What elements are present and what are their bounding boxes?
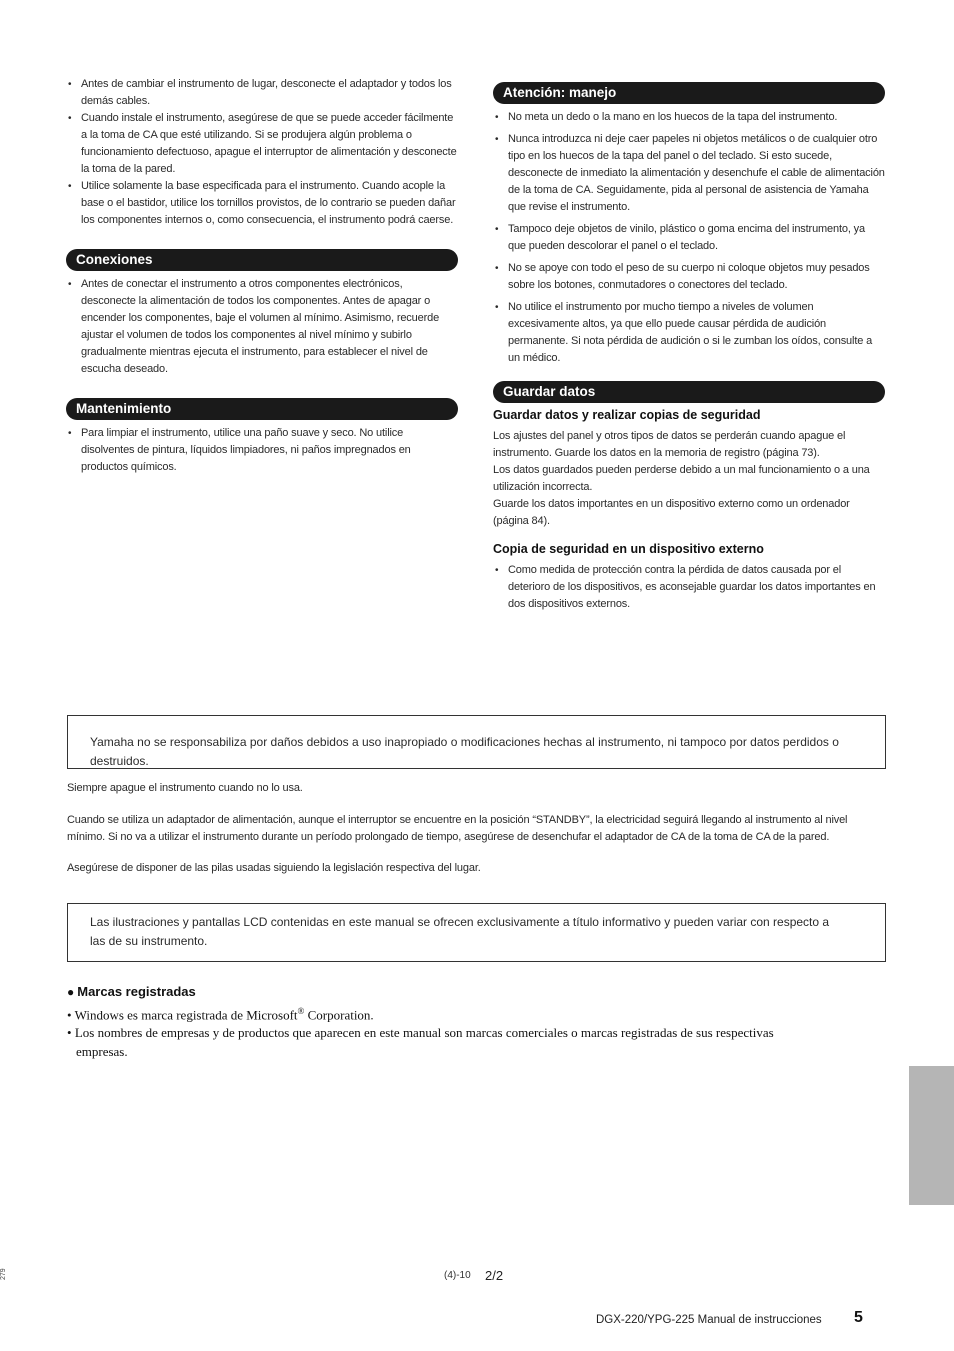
guardar-paragraph: Los ajustes del panel y otros tipos de datos se perderán cuando apague el instrumento. Guarde los datos en la memoria de registro (página 73).	[493, 430, 846, 459]
page-code: (4)-10	[444, 1270, 471, 1281]
disclaimer-text: Yamaha no se responsabiliza por daños debidos a uso inapropiado o modificaciones hechas al instrumento, ni tampoco por datos perdidos o destruidos.	[90, 735, 839, 768]
illustrations-box	[67, 903, 886, 962]
side-number: 279	[0, 1268, 7, 1280]
list-item: • Cuando instale el instrumento, asegúrese de que se puede acceder fácilmente a la toma de CA que esté utilizando. Si se produjera algún problema o funcionamiento defectuoso, apague el interruptor de alimentación y desconecte la toma de la pared.	[66, 110, 458, 178]
mantenimiento-heading: Mantenimiento	[66, 398, 458, 420]
intro-bullet-list	[66, 76, 458, 229]
trademark-item: • Los nombres de empresas y de productos que aparecen en este manual son marcas comerciales o marcas registradas de sus respectivas empresas.	[67, 1025, 774, 1059]
atencion-heading: Atención: manejo	[493, 82, 885, 104]
copia-bullet-list	[493, 562, 885, 613]
copia-subheading: Copia de seguridad en un dispositivo externo	[493, 542, 764, 556]
note-standby: Cuando se utiliza un adaptador de alimentación, aunque el interruptor se encuentre en la posición “STANDBY”, la electricidad seguirá llegando al instrumento al nivel mínimo. Si no va a utilizar el instrumento durante un período prolongado de tiempo, asegúrese de desenchufar el adaptador de CA de la toma de CA de la pared.	[67, 814, 848, 843]
note-power-off: Siempre apague el instrumento cuando no lo usa.	[67, 782, 303, 794]
list-item: • No utilice el instrumento por mucho tiempo a niveles de volumen excesivamente altos, ya que ello puede causar pérdida de audición permanente. Si nota pérdida de audición o si le zumban los oídos, consulte a un médico.	[493, 299, 885, 367]
guardar-datos-heading: Guardar datos	[493, 381, 885, 403]
conexiones-bullet-list	[66, 276, 458, 378]
manual-title: DGX-220/YPG-225 Manual de instrucciones	[596, 1314, 822, 1326]
list-item: • Nunca introduzca ni deje caer papeles ni objetos metálicos o de cualquier otro tipo en los huecos de la tapa del panel o del teclado. Si esto sucede, desconecte de inmediato la alimentación y desenchufe el cable de alimentación de la toma de CA. Seguidamente, pida al personal de asistencia de Yamaha que revise el instrumento.	[493, 131, 885, 216]
list-item: • Antes de cambiar el instrumento de lugar, desconecte el adaptador y todos los demás cables.	[66, 76, 458, 110]
filled-circle-icon: ●	[67, 985, 75, 999]
list-item: • No se apoye con todo el peso de su cuerpo ni coloque objetos muy pesados sobre los botones, conmutadores o conectores del teclado.	[493, 260, 885, 294]
conexiones-heading: Conexiones	[66, 249, 458, 271]
registered-mark: ®	[297, 1005, 305, 1016]
language-tab	[909, 1066, 954, 1205]
trademark-text: Los nombres de empresas y de productos que aparecen en este manual son marcas comerciales o marcas registradas de sus respectivas empresas.	[74, 1025, 774, 1059]
guardar-subheading: Guardar datos y realizar copias de seguridad	[493, 408, 761, 422]
list-item: • Utilice solamente la base especificada para el instrumento. Cuando acople la base o el bastidor, utilice los tornillos provistos, de lo contrario se pueden dañar los componentes internos o, como consecuencia, el instrumento podrá caerse.	[66, 178, 458, 229]
trademark-item: • Windows es marca registrada de Microsoft® Corporation.	[67, 1005, 374, 1022]
right-column	[493, 82, 885, 613]
guardar-paragraph: Los datos guardados pueden perderse debido a un mal funcionamiento o a una utilización incorrecta.	[493, 464, 870, 493]
page-fraction: 2/2	[485, 1268, 504, 1283]
illustrations-text: Las ilustraciones y pantallas LCD contenidas en este manual se ofrecen exclusivamente a título informativo y pueden variar con respecto a las de su instrumento.	[90, 915, 830, 948]
trademarks-title: Marcas registradas	[77, 984, 196, 999]
trademarks-section	[67, 983, 807, 1061]
trademark-text: Windows es marca registrada de Microsoft	[74, 1006, 298, 1022]
trademark-text: Corporation.	[304, 1006, 374, 1022]
list-item: • No meta un dedo o la mano en los huecos de la tapa del instrumento.	[493, 109, 885, 126]
mantenimiento-bullet-list	[66, 425, 458, 476]
page-number: 5	[854, 1309, 863, 1326]
guardar-paragraph: Guarde los datos importantes en un dispositivo externo como un ordenador (página 84).	[493, 498, 850, 527]
list-item: • Antes de conectar el instrumento a otros componentes electrónicos, desconecte la alimentación de todos los componentes. Antes de apagar o encender los componentes, baje el volumen al mínimo. Asimismo, recuerde ajustar el volumen de todos los componentes al nivel mínimo y subirlo gradualmente mientras ejecuta el instrumento, para establecer el nivel de escucha deseado.	[66, 276, 458, 378]
list-item: • Como medida de protección contra la pérdida de datos causada por el deterioro de los dispositivos, es aconsejable guardar los datos importantes en dos dispositivos externos.	[493, 562, 885, 613]
left-column	[66, 76, 458, 476]
atencion-bullet-list	[493, 109, 885, 367]
trademarks-heading	[67, 983, 807, 1002]
disclaimer-box	[67, 715, 886, 769]
list-item: • Para limpiar el instrumento, utilice una paño suave y seco. No utilice disolventes de pintura, líquidos limpiadores, ni paños impregnados en productos químicos.	[66, 425, 458, 476]
list-item: • Tampoco deje objetos de vinilo, plástico o goma encima del instrumento, ya que pueden descolorar el panel o el teclado.	[493, 221, 885, 255]
note-batteries: Asegúrese de disponer de las pilas usadas siguiendo la legislación respectiva del lugar.	[67, 862, 481, 874]
